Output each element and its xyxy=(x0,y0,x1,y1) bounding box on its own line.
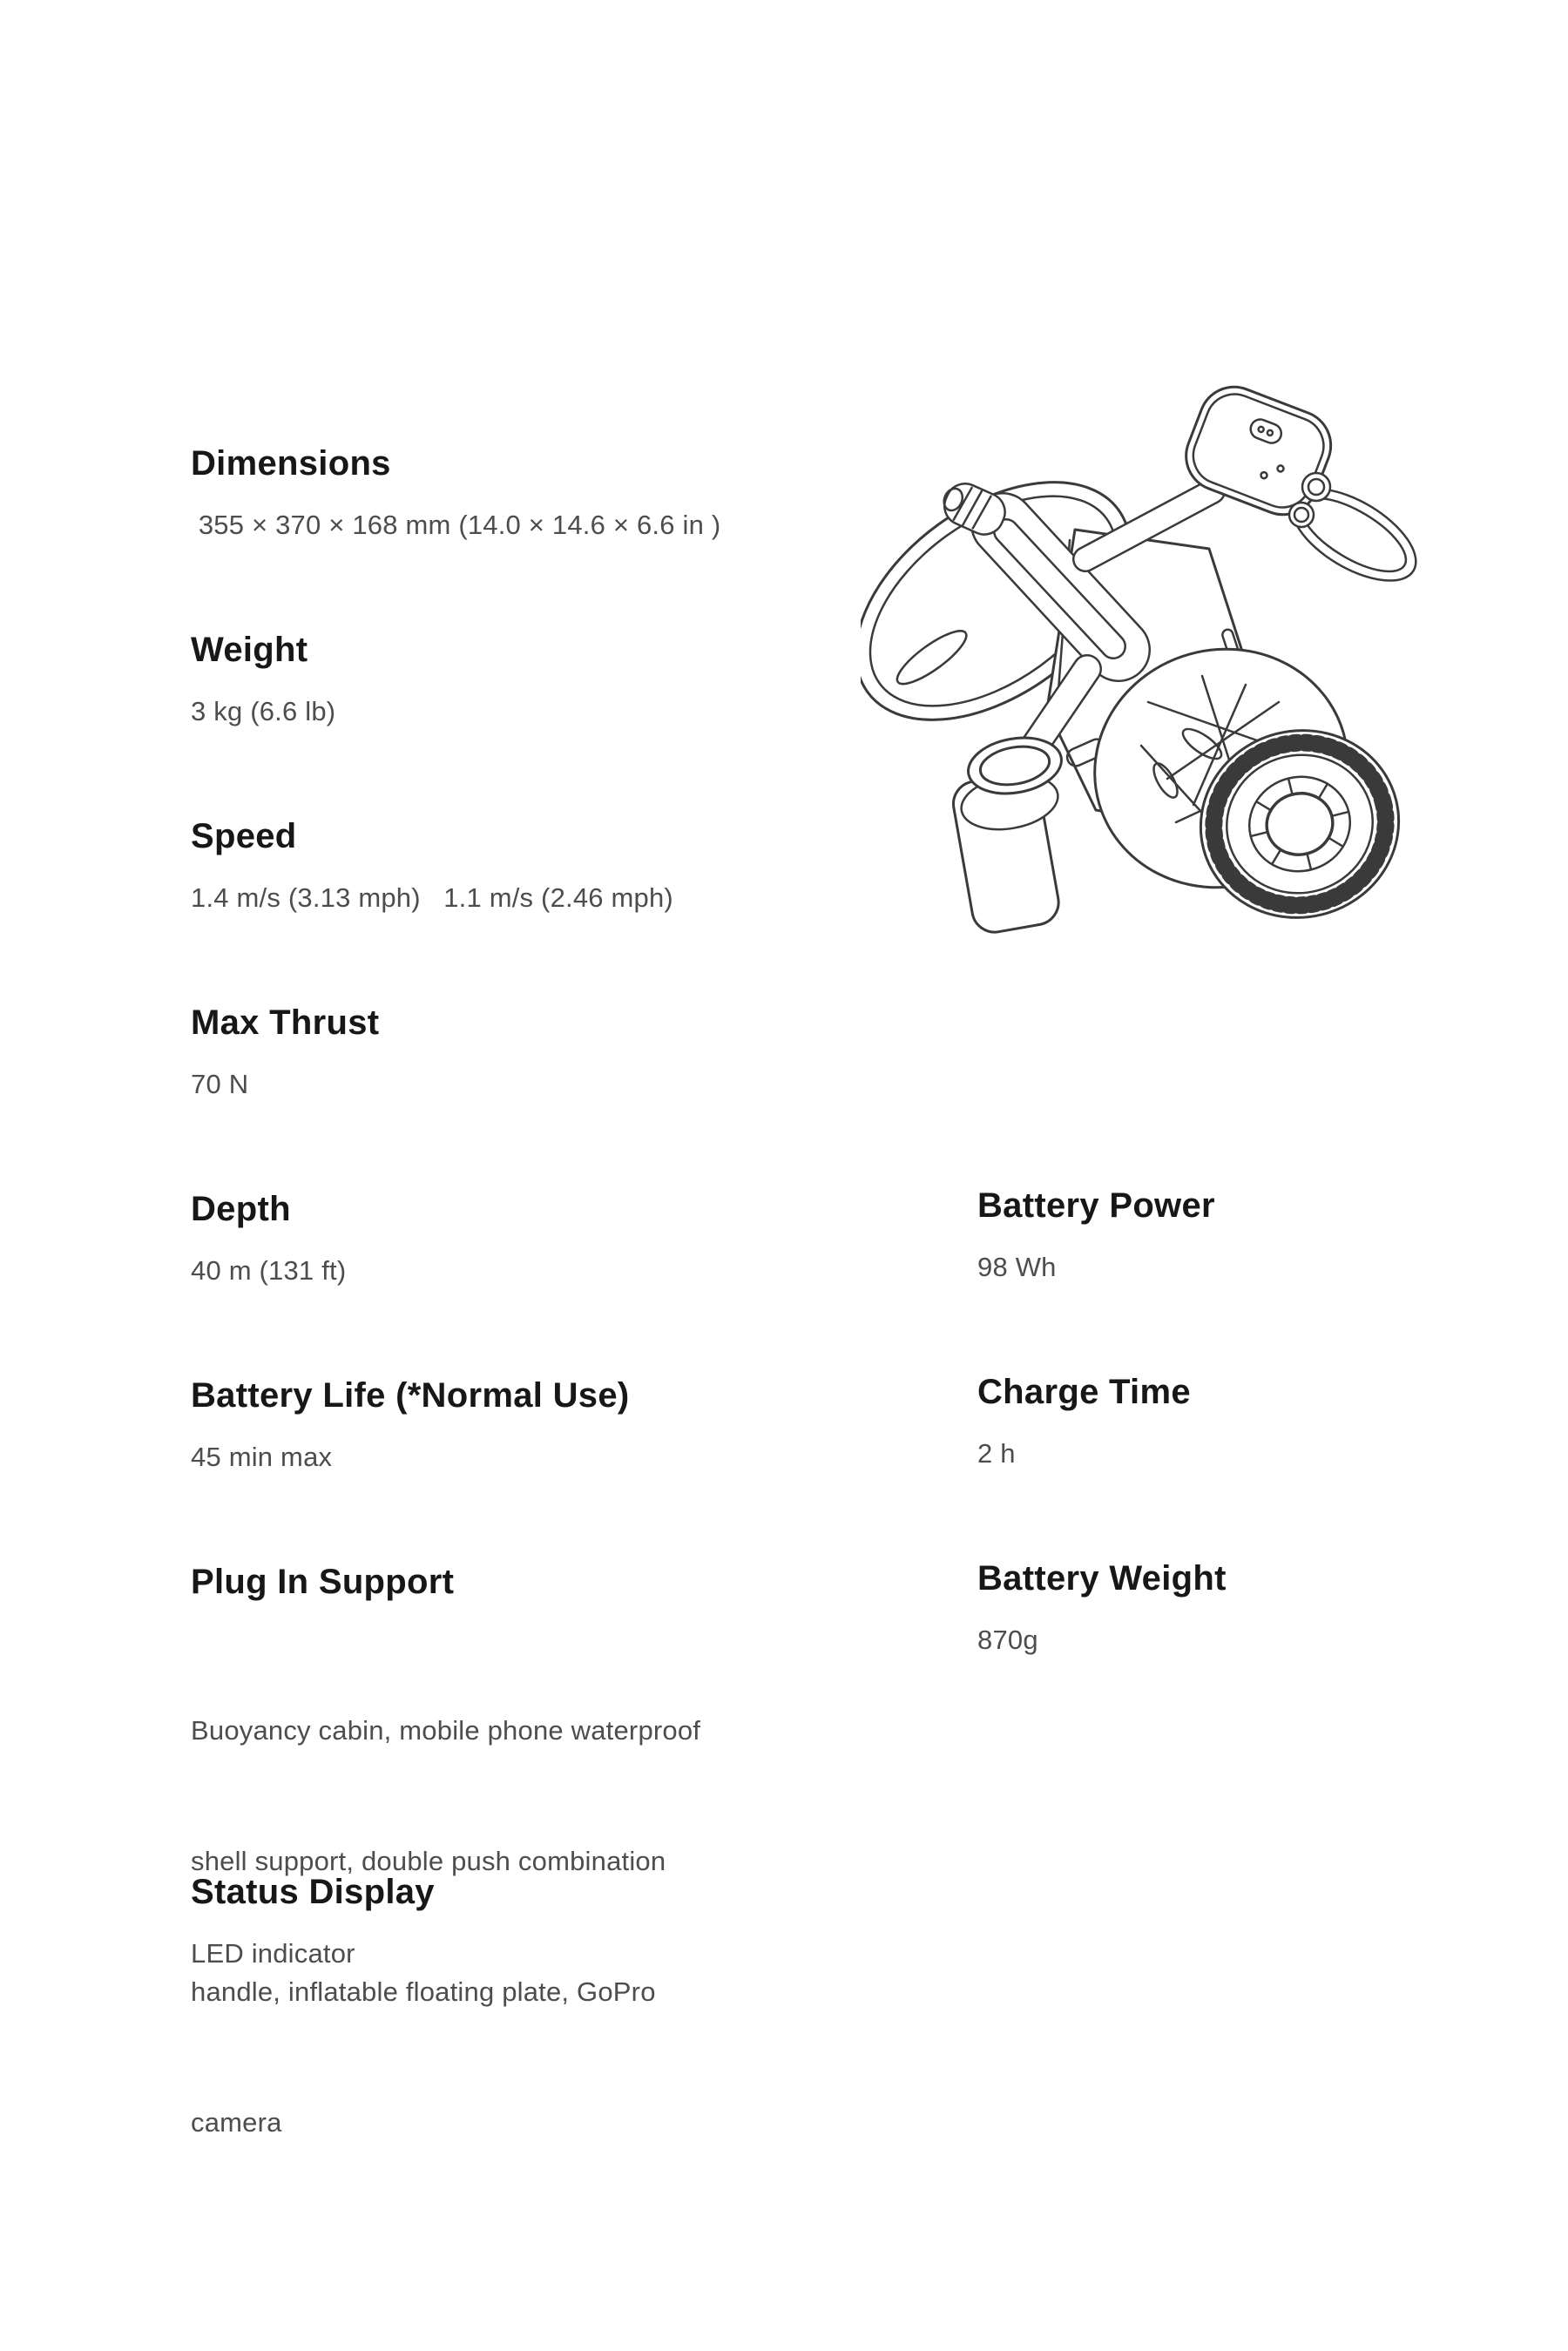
spec-status-display xyxy=(191,1871,435,1976)
spec-heading: Battery Weight xyxy=(977,1559,1227,1598)
spec-battery-life xyxy=(191,1375,629,1479)
spec-value: 70 N xyxy=(191,1069,249,1099)
spec-value: LED indicator xyxy=(191,1938,355,1969)
spec-heading: Depth xyxy=(191,1190,291,1228)
spec-heading: Max Thrust xyxy=(191,1003,380,1042)
spec-dimensions xyxy=(191,443,720,547)
spec-heading: Status Display xyxy=(191,1873,435,1911)
spec-depth xyxy=(191,1188,346,1293)
spec-value: 45 min max xyxy=(191,1442,333,1472)
spec-value: 2 h xyxy=(977,1438,1016,1469)
spec-value: 1.4 m/s (3.13 mph) 1.1 m/s (2.46 mph) xyxy=(191,882,673,913)
spec-heading: Speed xyxy=(191,817,297,855)
spec-value: 3 kg (6.6 lb) xyxy=(191,696,336,726)
spec-speed xyxy=(191,815,673,920)
spec-heading: Plug In Support xyxy=(191,1563,455,1601)
spec-value: 355 × 370 × 168 mm (14.0 × 14.6 × 6.6 in ) xyxy=(191,510,721,540)
spec-battery-weight xyxy=(977,1557,1227,1662)
spec-heading: Charge Time xyxy=(977,1373,1191,1411)
spec-weight xyxy=(191,629,335,733)
spec-value-line: handle, inflatable floating plate, GoPro xyxy=(191,1976,656,2007)
spec-heading: Weight xyxy=(191,631,308,669)
spec-max-thrust xyxy=(191,1002,379,1106)
spec-heading: Dimensions xyxy=(191,444,391,483)
product-line-drawing-image xyxy=(861,369,1418,962)
spec-value-line: camera xyxy=(191,2107,282,2138)
spec-heading: Battery Life (*Normal Use) xyxy=(191,1376,630,1415)
spec-value: 40 m (131 ft) xyxy=(191,1255,347,1286)
spec-value: 98 Wh xyxy=(977,1252,1057,1282)
spec-charge-time xyxy=(977,1371,1191,1476)
spec-value-line: Buoyancy cabin, mobile phone waterproof xyxy=(191,1715,701,1746)
spec-heading: Battery Power xyxy=(977,1186,1215,1225)
spec-value: 870g xyxy=(977,1625,1038,1655)
spec-value-line: shell support, double push combination xyxy=(191,1846,666,1876)
spec-battery-power xyxy=(977,1185,1215,1289)
